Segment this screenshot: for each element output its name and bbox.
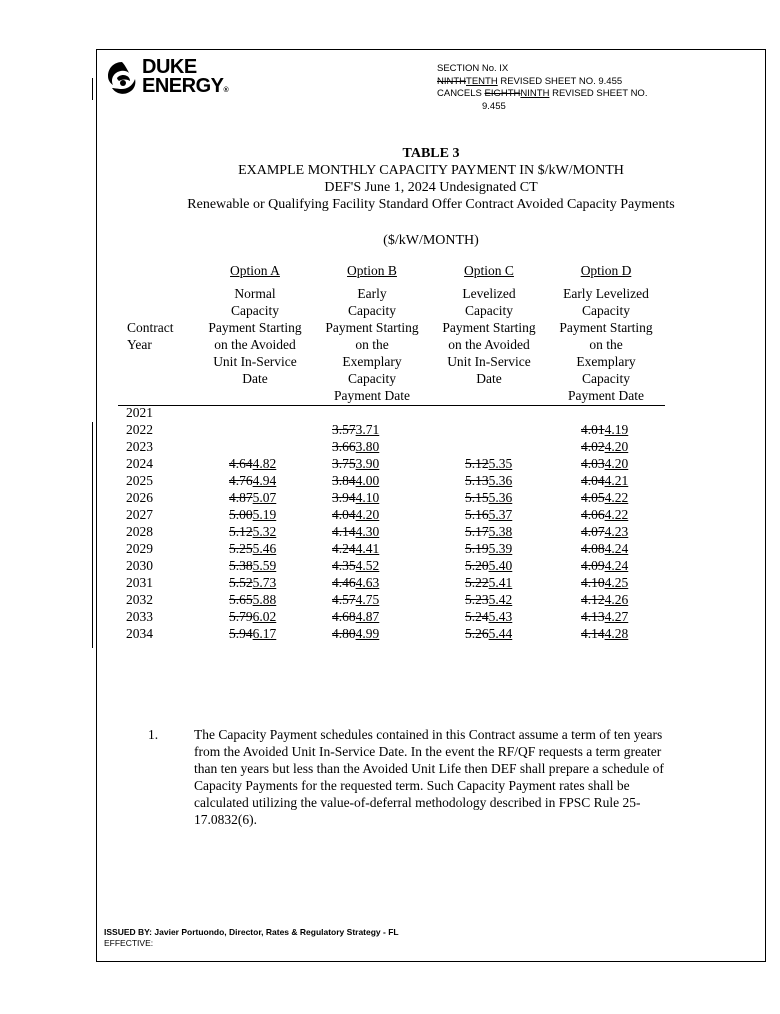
contract-year: 2033 <box>126 609 153 624</box>
contract-year: 2032 <box>126 592 153 607</box>
logo-registered-mark: ® <box>223 87 229 94</box>
payment-value <box>465 489 512 506</box>
payment-value <box>332 625 379 642</box>
option-description-line: Payment Date <box>333 388 411 403</box>
option-description-line: on the Avoided <box>448 337 530 352</box>
old-value-struck: 5.17 <box>465 524 489 539</box>
new-value-underlined: 5.36 <box>488 473 513 488</box>
payment-value <box>465 540 512 557</box>
cancels-sheet-number: 9.455 <box>482 100 506 112</box>
old-value-struck: 5.79 <box>229 609 253 624</box>
payment-value <box>581 591 628 608</box>
old-value-struck: 4.76 <box>229 473 253 488</box>
option-description-line: Exemplary <box>342 354 402 369</box>
payment-value <box>229 540 276 557</box>
payment-value <box>332 489 379 506</box>
old-value-struck: 4.01 <box>581 422 605 437</box>
old-value-struck: 4.07 <box>581 524 605 539</box>
old-value-struck: 5.15 <box>465 490 489 505</box>
new-value-underlined: 5.35 <box>488 456 513 471</box>
payment-value <box>229 625 276 642</box>
old-value-struck: 4.80 <box>332 626 356 641</box>
new-value-underlined: 5.41 <box>488 575 513 590</box>
old-value-struck: 4.04 <box>332 507 356 522</box>
old-value-struck: 4.02 <box>581 439 605 454</box>
old-value-struck: 4.87 <box>229 490 253 505</box>
table-row <box>0 608 780 625</box>
old-value-struck: 5.20 <box>465 558 489 573</box>
year-header-line: Year <box>127 337 152 352</box>
old-value-struck: 4.68 <box>332 609 356 624</box>
payment-value <box>581 455 628 472</box>
payment-value <box>229 455 276 472</box>
old-value-struck: 5.65 <box>229 592 253 607</box>
contract-year: 2026 <box>126 490 153 505</box>
contract-year: 2023 <box>126 439 153 454</box>
option-description-line: Capacity <box>348 371 396 386</box>
old-value-struck: 4.03 <box>581 456 605 471</box>
revised-new: TENTH <box>466 75 498 87</box>
new-value-underlined: 5.44 <box>488 626 513 641</box>
new-value-underlined: 5.88 <box>252 592 277 607</box>
old-value-struck: 4.08 <box>581 541 605 556</box>
payment-value <box>332 523 379 540</box>
table-row <box>0 591 780 608</box>
section-number: SECTION No. IX <box>437 63 509 74</box>
payment-value <box>465 608 512 625</box>
payment-value <box>332 557 379 574</box>
payment-value <box>581 438 628 455</box>
logo-line-duke: DUKE <box>142 56 197 78</box>
duke-energy-logo <box>102 58 242 102</box>
units-label: ($/kW/MONTH) <box>383 233 479 248</box>
old-value-struck: 4.14 <box>581 626 605 641</box>
payment-value <box>581 489 628 506</box>
cancels-sheet-line <box>437 88 677 101</box>
option-description-line: Capacity <box>348 303 396 318</box>
old-value-struck: 5.00 <box>229 507 253 522</box>
revised-rest: REVISED SHEET NO. 9.455 <box>497 75 623 87</box>
payment-value <box>581 557 628 574</box>
old-value-struck: 4.09 <box>581 558 605 573</box>
option-description-line: Payment Starting <box>559 320 653 335</box>
payment-value <box>229 557 276 574</box>
payment-value <box>229 472 276 489</box>
new-value-underlined: 4.41 <box>355 541 380 556</box>
old-value-struck: 4.13 <box>581 609 605 624</box>
old-value-struck: 5.12 <box>229 524 253 539</box>
new-value-underlined: 4.52 <box>355 558 380 573</box>
old-value-struck: 5.38 <box>229 558 253 573</box>
payment-value <box>465 591 512 608</box>
option-description-line: on the <box>355 337 389 352</box>
payment-value <box>465 455 512 472</box>
new-value-underlined: 4.25 <box>604 575 629 590</box>
old-value-struck: 4.04 <box>581 473 605 488</box>
option-description-line: on the Avoided <box>214 337 296 352</box>
new-value-underlined: 5.39 <box>488 541 513 556</box>
title-line-2: DEF'S June 1, 2024 Undesignated CT <box>324 180 538 195</box>
title-line-1: EXAMPLE MONTHLY CAPACITY PAYMENT IN $/kW/MONTH <box>238 163 624 178</box>
new-value-underlined: 4.28 <box>604 626 629 641</box>
payment-value <box>332 421 379 438</box>
footnote-text: The Capacity Payment schedules contained in this Contract assume a term of ten years from the Avoided Unit In-Service Date. In the event the RF/QF requests a term greater than ten years but less than the Avoided Unit Life then DEF shall prepare a schedule of Capacity Payments for the requested term. Such Capacity Payment rates shall be calculated utilizing the value-of-deferral methodology described in FPSC Rule 25-17.0832(6). <box>194 727 664 827</box>
table-row <box>0 489 780 506</box>
title-line-3: Renewable or Qualifying Facility Standard Offer Contract Avoided Capacity Payments <box>187 197 675 212</box>
new-value-underlined: 3.90 <box>355 456 380 471</box>
new-value-underlined: 4.20 <box>355 507 380 522</box>
old-value-struck: 5.26 <box>465 626 489 641</box>
new-value-underlined: 6.17 <box>252 626 277 641</box>
old-value-struck: 5.19 <box>465 541 489 556</box>
effective-label: EFFECTIVE: <box>104 937 154 948</box>
option-description-line: Exemplary <box>576 354 636 369</box>
old-value-struck: 5.94 <box>229 626 253 641</box>
payment-value <box>465 472 512 489</box>
new-value-underlined: 5.46 <box>252 541 277 556</box>
payment-value <box>465 506 512 523</box>
new-value-underlined: 5.36 <box>488 490 513 505</box>
payment-value <box>229 489 276 506</box>
contract-year: 2030 <box>126 558 153 573</box>
new-value-underlined: 5.73 <box>252 575 277 590</box>
table-row <box>0 421 780 438</box>
payment-value <box>581 472 628 489</box>
new-value-underlined: 4.21 <box>604 473 629 488</box>
change-bar-header <box>92 78 93 100</box>
table-row <box>0 574 780 591</box>
option-description-line: Unit In-Service <box>213 354 297 369</box>
new-value-underlined: 5.07 <box>252 490 277 505</box>
new-value-underlined: 4.87 <box>355 609 380 624</box>
table-row <box>0 438 780 455</box>
payment-value <box>332 455 379 472</box>
option-description-line: Capacity <box>231 303 279 318</box>
table-number: TABLE 3 <box>402 146 460 161</box>
old-value-struck: 4.05 <box>581 490 605 505</box>
payment-value <box>332 591 379 608</box>
table-row <box>0 540 780 557</box>
old-value-struck: 4.10 <box>581 575 605 590</box>
table-row <box>0 404 780 421</box>
revised-struck: NINTH <box>437 75 467 87</box>
year-header-line: Contract <box>127 320 174 335</box>
new-value-underlined: 4.82 <box>252 456 277 471</box>
contract-year: 2025 <box>126 473 153 488</box>
payment-value <box>581 574 628 591</box>
new-value-underlined: 4.94 <box>252 473 277 488</box>
new-value-underlined: 4.26 <box>604 592 629 607</box>
footer <box>104 927 399 948</box>
new-value-underlined: 4.22 <box>604 507 629 522</box>
option-header: Option C <box>464 263 514 278</box>
footnote-number: 1. <box>148 727 159 742</box>
old-value-struck: 4.64 <box>229 456 253 471</box>
new-value-underlined: 4.27 <box>604 609 629 624</box>
payment-value <box>332 506 379 523</box>
new-value-underlined: 4.23 <box>604 524 629 539</box>
payment-value <box>465 625 512 642</box>
new-value-underlined: 5.38 <box>488 524 513 539</box>
old-value-struck: 3.57 <box>332 422 356 437</box>
payment-value <box>581 540 628 557</box>
option-description-line: Levelized <box>462 286 516 301</box>
new-value-underlined: 6.02 <box>252 609 277 624</box>
option-description-line: Date <box>242 371 268 386</box>
option-header: Option A <box>230 263 280 278</box>
option-header: Option D <box>580 263 632 278</box>
old-value-struck: 4.14 <box>332 524 356 539</box>
old-value-struck: 3.75 <box>332 456 356 471</box>
new-value-underlined: 4.00 <box>355 473 380 488</box>
payment-value <box>332 540 379 557</box>
new-value-underlined: 4.20 <box>604 439 629 454</box>
new-value-underlined: 4.24 <box>604 558 629 573</box>
option-description-line: Early <box>357 286 387 301</box>
new-value-underlined: 4.99 <box>355 626 380 641</box>
new-value-underlined: 4.10 <box>355 490 380 505</box>
old-value-struck: 4.35 <box>332 558 356 573</box>
option-description-line: Date <box>476 371 502 386</box>
new-value-underlined: 5.43 <box>488 609 513 624</box>
duke-energy-flame-icon <box>102 58 142 102</box>
cancels-new: NINTH <box>520 88 550 99</box>
old-value-struck: 3.66 <box>332 439 356 454</box>
old-value-struck: 3.84 <box>332 473 356 488</box>
option-header: Option B <box>347 263 397 278</box>
option-description-line: Unit In-Service <box>447 354 531 369</box>
cancels-rest: REVISED SHEET NO. <box>549 88 648 99</box>
issued-by-name: Javier Portuondo, Director, Rates & Regulatory Strategy - FL <box>154 927 399 937</box>
old-value-struck: 5.52 <box>229 575 253 590</box>
logo-line-energy: ENERGY <box>142 75 224 97</box>
old-value-struck: 5.13 <box>465 473 489 488</box>
payment-value <box>465 557 512 574</box>
payment-value <box>229 506 276 523</box>
new-value-underlined: 4.22 <box>604 490 629 505</box>
payment-value <box>465 523 512 540</box>
option-description-line: on the <box>589 337 623 352</box>
old-value-struck: 4.06 <box>581 507 605 522</box>
option-description-line: Payment Starting <box>442 320 536 335</box>
cancels-struck: EIGHTH <box>484 88 521 99</box>
old-value-struck: 4.57 <box>332 592 356 607</box>
new-value-underlined: 5.19 <box>252 507 277 522</box>
new-value-underlined: 5.32 <box>252 524 277 539</box>
contract-year: 2024 <box>126 456 153 471</box>
option-description-line: Capacity <box>465 303 513 318</box>
table-row <box>0 625 780 642</box>
new-value-underlined: 5.59 <box>252 558 277 573</box>
option-description-line: Payment Date <box>567 388 645 403</box>
issued-by-label: ISSUED BY: <box>104 927 153 937</box>
payment-value <box>229 591 276 608</box>
payment-value <box>229 523 276 540</box>
new-value-underlined: 4.20 <box>604 456 629 471</box>
payment-value <box>332 608 379 625</box>
old-value-struck: 5.23 <box>465 592 489 607</box>
option-description-line: Normal <box>234 286 276 301</box>
payment-value <box>581 506 628 523</box>
contract-year: 2021 <box>126 405 153 420</box>
old-value-struck: 5.16 <box>465 507 489 522</box>
payment-value <box>332 472 379 489</box>
contract-year: 2028 <box>126 524 153 539</box>
payment-value <box>465 574 512 591</box>
old-value-struck: 4.46 <box>332 575 356 590</box>
contract-year: 2031 <box>126 575 153 590</box>
payment-value <box>581 421 628 438</box>
new-value-underlined: 5.40 <box>488 558 513 573</box>
payment-value <box>332 438 379 455</box>
new-value-underlined: 5.42 <box>488 592 513 607</box>
cancels-prefix: CANCELS <box>437 88 485 99</box>
old-value-struck: 4.12 <box>581 592 605 607</box>
option-description-line: Capacity <box>582 303 630 318</box>
payment-value <box>229 574 276 591</box>
table-row <box>0 455 780 472</box>
new-value-underlined: 3.80 <box>355 439 380 454</box>
contract-year: 2029 <box>126 541 153 556</box>
new-value-underlined: 4.30 <box>355 524 380 539</box>
old-value-struck: 5.25 <box>229 541 253 556</box>
contract-year: 2034 <box>126 626 153 641</box>
table-row <box>0 523 780 540</box>
new-value-underlined: 4.19 <box>604 422 629 437</box>
old-value-struck: 5.22 <box>465 575 489 590</box>
option-description-line: Payment Starting <box>208 320 302 335</box>
old-value-struck: 3.94 <box>332 490 356 505</box>
new-value-underlined: 4.63 <box>355 575 380 590</box>
sheet-header-info <box>437 63 677 113</box>
payment-value <box>581 625 628 642</box>
payment-value <box>581 608 628 625</box>
revised-sheet-line <box>437 76 677 89</box>
table-row <box>0 472 780 489</box>
old-value-struck: 5.12 <box>465 456 489 471</box>
contract-year: 2022 <box>126 422 153 437</box>
new-value-underlined: 3.71 <box>355 422 380 437</box>
old-value-struck: 4.24 <box>332 541 356 556</box>
payment-value <box>581 523 628 540</box>
new-value-underlined: 4.75 <box>355 592 380 607</box>
option-description-line: Early Levelized <box>563 286 649 301</box>
old-value-struck: 5.24 <box>465 609 489 624</box>
table-row <box>0 557 780 574</box>
option-description-line: Capacity <box>582 371 630 386</box>
new-value-underlined: 4.24 <box>604 541 629 556</box>
option-description-line: Payment Starting <box>325 320 419 335</box>
contract-year: 2027 <box>126 507 153 522</box>
payment-value <box>229 608 276 625</box>
new-value-underlined: 5.37 <box>488 507 513 522</box>
table-row <box>0 506 780 523</box>
table-titles <box>96 145 766 213</box>
payment-value <box>332 574 379 591</box>
